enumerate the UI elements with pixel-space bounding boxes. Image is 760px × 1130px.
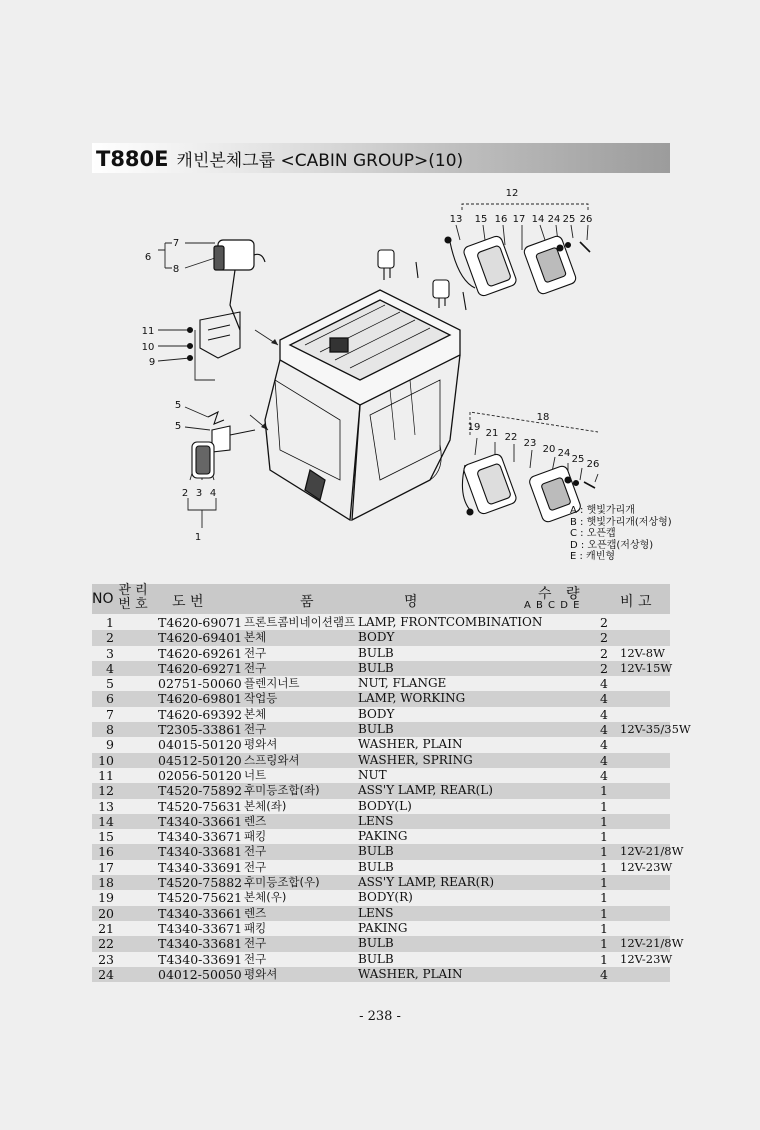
callout-number: 8 xyxy=(172,264,180,275)
callout-number: 1 xyxy=(194,532,202,543)
callout-number: 2 xyxy=(181,488,189,499)
table-row xyxy=(92,814,670,829)
row-number: 18 xyxy=(98,875,114,891)
row-number: 21 xyxy=(98,920,114,936)
table-row xyxy=(92,737,670,752)
part-number: T4620-69392 xyxy=(158,706,243,722)
legend-item: B : 햇빛가리개(저상형) xyxy=(570,516,672,528)
page-title xyxy=(96,146,463,172)
row-number: 15 xyxy=(98,829,114,845)
part-number: T4620-69071 xyxy=(158,615,243,630)
table-row xyxy=(92,707,670,722)
part-name-korean: 전구 xyxy=(244,844,267,859)
quantity: 4 xyxy=(600,706,608,722)
callout-number: 25 xyxy=(562,214,576,225)
row-number: 19 xyxy=(98,890,114,906)
table-row xyxy=(92,951,673,967)
quantity: 1 xyxy=(600,783,608,799)
side-lamp-drawing xyxy=(192,412,255,478)
table-row xyxy=(92,660,673,676)
quantity: 1 xyxy=(600,844,608,860)
part-number: T4340-33691 xyxy=(158,859,243,875)
quantity: 2 xyxy=(600,615,608,630)
table-row xyxy=(92,829,670,844)
table-row xyxy=(92,676,670,691)
table-row xyxy=(92,691,670,706)
part-name-english: BULB xyxy=(358,844,394,859)
callout-number: 24 xyxy=(547,214,561,225)
part-name-english: BULB xyxy=(358,936,394,951)
quantity: 4 xyxy=(600,752,608,768)
callout-number: 3 xyxy=(195,488,203,499)
row-number: 6 xyxy=(106,691,114,707)
table-row xyxy=(92,646,670,661)
quantity: 1 xyxy=(600,905,608,921)
callout-number: 16 xyxy=(494,214,508,225)
table-row xyxy=(92,768,670,783)
remark: 12V-8W xyxy=(620,645,665,660)
callout-number: 15 xyxy=(474,214,488,225)
part-number: T4340-33661 xyxy=(158,905,243,921)
part-name-english: BULB xyxy=(358,660,394,675)
part-number: T2305-33861 xyxy=(158,722,243,738)
remark: 12V-35/35W xyxy=(620,722,691,737)
part-number: 04015-50120 xyxy=(158,737,242,753)
part-name-english: BULB xyxy=(358,859,394,874)
table-row xyxy=(92,890,670,905)
part-number: T4520-75621 xyxy=(158,890,243,906)
quantity: 4 xyxy=(600,737,608,753)
part-name-korean: 본체(우) xyxy=(244,890,287,905)
part-name-english: BULB xyxy=(358,722,394,737)
part-number: T4340-33671 xyxy=(158,829,243,845)
header-qty-2: 량 xyxy=(566,586,580,602)
header-no: NO xyxy=(92,591,114,607)
part-name-korean: 너트 xyxy=(244,767,267,782)
row-number: 10 xyxy=(98,752,114,768)
quantity: 2 xyxy=(600,660,608,676)
table-row xyxy=(92,783,670,798)
group-title: 캐빈본체그룹 <CABIN GROUP>(10) xyxy=(176,151,464,171)
quantity: 2 xyxy=(600,645,608,661)
part-name-korean: 후미등조합(우) xyxy=(244,875,320,890)
table-row xyxy=(92,906,670,921)
callout-number: 12 xyxy=(505,188,519,199)
part-name-korean: 전구 xyxy=(244,936,267,951)
part-name-english: WASHER, PLAIN xyxy=(358,966,463,981)
header-part-name-1: 품 xyxy=(300,594,314,610)
callout-number: 14 xyxy=(531,214,545,225)
row-number: 11 xyxy=(98,767,114,783)
arrow-icon xyxy=(271,339,278,345)
part-name-english: ASS'Y LAMP, REAR(R) xyxy=(358,875,495,890)
header-qty-1: 수 xyxy=(538,586,552,602)
row-number: 7 xyxy=(106,706,114,722)
callout-number: 5 xyxy=(174,400,182,411)
part-name-korean: 후미등조합(좌) xyxy=(244,783,320,798)
table-row xyxy=(92,615,670,630)
quantity: 1 xyxy=(600,813,608,829)
row-number: 1 xyxy=(106,615,114,630)
legend-item: A : 햇빛가리개 xyxy=(570,505,635,516)
callout-number: 5 xyxy=(174,421,182,432)
row-number: 23 xyxy=(98,951,114,967)
table-row xyxy=(92,859,673,875)
header-control-no: 관 리 번 호 xyxy=(118,583,148,612)
quantity: 4 xyxy=(600,722,608,738)
header-models: A B C D E xyxy=(524,600,580,611)
row-number: 12 xyxy=(98,783,114,799)
row-number: 17 xyxy=(98,859,114,875)
quantity: 1 xyxy=(600,936,608,952)
callout-number: 22 xyxy=(504,432,518,443)
row-number: 20 xyxy=(98,905,114,921)
table-row xyxy=(92,799,670,814)
arrow-icon xyxy=(261,423,268,430)
part-name-english: NUT, FLANGE xyxy=(358,676,447,691)
remark: 12V-23W xyxy=(620,951,673,966)
quantity: 1 xyxy=(600,829,608,845)
part-number: T4620-69271 xyxy=(158,660,243,676)
row-number: 8 xyxy=(106,722,114,738)
part-name-english: LAMP, FRONTCOMBINATION xyxy=(358,615,543,629)
quantity: 4 xyxy=(600,676,608,692)
part-number: T4340-33671 xyxy=(158,920,243,936)
part-name-korean: 스프링와셔 xyxy=(244,752,300,767)
row-number: 22 xyxy=(98,936,114,952)
quantity: 1 xyxy=(600,890,608,906)
part-name-korean: 플렌지너트 xyxy=(244,676,300,691)
part-number: T4340-33681 xyxy=(158,844,243,860)
table-row xyxy=(92,936,684,952)
part-number: T4620-69401 xyxy=(158,630,243,646)
part-name-korean: 평와셔 xyxy=(244,737,278,752)
row-number: 14 xyxy=(98,813,114,829)
part-number: 04012-50050 xyxy=(158,966,242,982)
row-number: 9 xyxy=(106,737,114,753)
part-number: T4520-75631 xyxy=(158,798,243,814)
part-name-english: NUT xyxy=(358,767,387,782)
table-row xyxy=(92,753,670,768)
header-part-name-2: 명 xyxy=(404,594,418,610)
part-number: T4520-75882 xyxy=(158,875,243,891)
parts-table-body xyxy=(92,615,691,982)
parts-table-header xyxy=(92,584,670,614)
part-name-english: WASHER, PLAIN xyxy=(358,737,463,752)
remark: 12V-21/8W xyxy=(620,936,684,951)
part-name-korean: 전구 xyxy=(244,859,267,874)
part-name-english: LENS xyxy=(358,905,394,920)
remark: 12V-21/8W xyxy=(620,844,684,859)
callout-number: 25 xyxy=(571,454,585,465)
part-name-korean: 본체(좌) xyxy=(244,798,287,813)
row-number: 3 xyxy=(106,645,114,661)
part-name-english: PAKING xyxy=(358,920,408,935)
part-name-english: LAMP, WORKING xyxy=(358,691,466,706)
callout-number: 21 xyxy=(485,428,499,439)
model-legend xyxy=(570,505,670,563)
part-name-korean: 패킹 xyxy=(244,829,267,844)
part-name-korean: 전구 xyxy=(244,951,267,966)
remark: 12V-23W xyxy=(620,859,673,874)
table-row xyxy=(92,967,670,982)
callout-number: 4 xyxy=(209,488,217,499)
quantity: 4 xyxy=(600,767,608,783)
header-remarks: 비 고 xyxy=(620,594,652,610)
part-name-english: BODY xyxy=(358,630,395,645)
part-name-korean: 전구 xyxy=(244,722,267,737)
part-name-english: PAKING xyxy=(358,829,408,844)
part-number: 02056-50120 xyxy=(158,767,242,783)
part-name-english: ASS'Y LAMP, REAR(L) xyxy=(358,783,493,798)
header-part-no: 도 번 xyxy=(172,594,204,610)
table-row xyxy=(92,875,670,890)
callout-number: 11 xyxy=(141,326,155,337)
cabin-body-drawing xyxy=(265,290,460,520)
part-name-english: BODY xyxy=(358,706,395,721)
table-row xyxy=(92,722,691,738)
model-code: T880E xyxy=(96,147,169,171)
legend-item: D : 오픈캡(저상형) xyxy=(570,539,654,551)
part-number: T4340-33681 xyxy=(158,936,243,952)
part-name-korean: 평와셔 xyxy=(244,966,278,981)
part-name-korean: 렌즈 xyxy=(244,813,267,828)
part-name-korean: 본체 xyxy=(244,706,267,721)
table-row xyxy=(92,844,684,860)
part-number: T4620-69261 xyxy=(158,645,243,661)
quantity: 4 xyxy=(600,691,608,707)
row-number: 24 xyxy=(98,966,114,982)
page-number: - 238 - xyxy=(359,1009,401,1024)
row-number: 5 xyxy=(106,676,114,692)
part-name-korean: 본체 xyxy=(244,630,267,645)
part-name-english: WASHER, SPRING xyxy=(358,752,473,767)
legend-item: E : 캐빈형 xyxy=(570,551,616,562)
callout-number: 23 xyxy=(523,438,537,449)
callout-number: 13 xyxy=(449,214,463,225)
table-row xyxy=(92,921,670,936)
part-name-korean: 전구 xyxy=(244,660,267,675)
part-name-korean: 프론트콤비네이션램프 xyxy=(244,615,356,629)
quantity: 1 xyxy=(600,798,608,814)
quantity: 1 xyxy=(600,859,608,875)
part-number: T4340-33661 xyxy=(158,813,243,829)
part-name-english: BODY(R) xyxy=(358,890,413,905)
part-name-korean: 패킹 xyxy=(244,920,267,935)
part-number: T4620-69801 xyxy=(158,691,243,707)
rear-lamp-left-drawing xyxy=(445,235,590,298)
row-number: 16 xyxy=(98,844,114,860)
callout-number: 20 xyxy=(542,444,556,455)
part-name-english: BODY(L) xyxy=(358,798,412,813)
callout-number: 19 xyxy=(467,422,481,433)
remark: 12V-15W xyxy=(620,660,673,675)
callout-number: 26 xyxy=(586,459,600,470)
part-name-korean: 전구 xyxy=(244,645,267,660)
callout-number: 7 xyxy=(172,238,180,249)
part-name-english: BULB xyxy=(358,645,394,660)
part-number: T4520-75892 xyxy=(158,783,243,799)
callout-number: 10 xyxy=(141,342,155,353)
part-name-english: LENS xyxy=(358,813,394,828)
quantity: 1 xyxy=(600,951,608,967)
quantity: 1 xyxy=(600,920,608,936)
part-name-korean: 작업등 xyxy=(244,691,278,706)
row-number: 2 xyxy=(106,630,114,646)
callout-number: 18 xyxy=(536,412,550,423)
part-number: 04512-50120 xyxy=(158,752,242,768)
quantity: 4 xyxy=(600,966,608,982)
callout-number: 17 xyxy=(512,214,526,225)
part-name-english: BULB xyxy=(358,951,394,966)
callout-number: 24 xyxy=(557,448,571,459)
part-number: T4340-33691 xyxy=(158,951,243,967)
row-number: 4 xyxy=(106,660,114,676)
callout-number: 26 xyxy=(579,214,593,225)
part-name-korean: 렌즈 xyxy=(244,905,267,920)
row-number: 13 xyxy=(98,798,114,814)
legend-item: C : 오픈캡 xyxy=(570,528,616,539)
table-row xyxy=(92,630,670,645)
quantity: 1 xyxy=(600,875,608,891)
callout-number: 6 xyxy=(144,252,152,263)
part-number: 02751-50060 xyxy=(158,676,242,692)
quantity: 2 xyxy=(600,630,608,646)
callout-number: 9 xyxy=(148,357,156,368)
